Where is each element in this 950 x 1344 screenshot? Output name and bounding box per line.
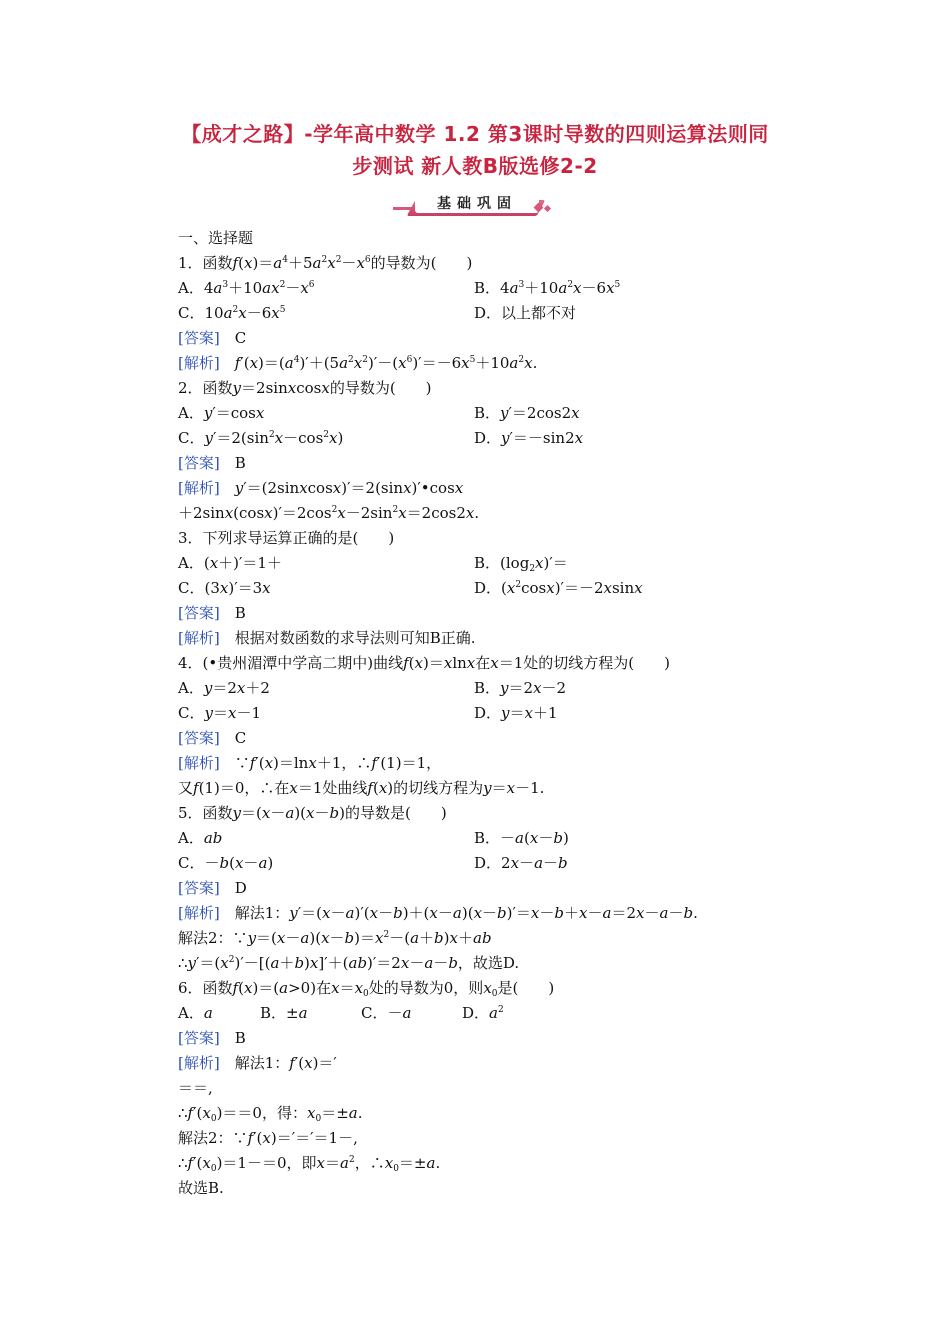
q3-answer: [答案] B bbox=[178, 604, 246, 622]
q6-stem: 6．函数f(x)＝(a>0)在$x=x_0$处的导数为0，则$x_0$是( ) bbox=[178, 979, 555, 999]
title-line-1: 【成才之路】-学年高中数学 1.2 第3课时导数的四则运算法则同 bbox=[181, 122, 769, 146]
q3-options-cd bbox=[178, 576, 643, 601]
q1-option-d: D．以上都不对 bbox=[474, 304, 577, 322]
q4-stem: 4．(•贵州湄潭中学高二期中)曲线f(x)＝xlnx在x＝1处的切线方程为( ) bbox=[178, 654, 671, 672]
q1-options-cd bbox=[178, 301, 577, 326]
q2-answer: [答案] B bbox=[178, 454, 246, 472]
q2-options-ab bbox=[178, 401, 580, 426]
q6-analysis-line3: $\therefore f'(x_0)==0$，得：$x_0=\pm a$. bbox=[178, 1104, 363, 1124]
q1-option-a: A．$4a^3+10ax^2-x^6$ bbox=[178, 279, 315, 297]
q1-options-ab bbox=[178, 276, 621, 301]
q6-answer: [答案] B bbox=[178, 1029, 246, 1047]
q4-answer: [答案] C bbox=[178, 729, 247, 747]
q1-option-b: B．$4a^3+10a^2x-6x^5$ bbox=[474, 279, 621, 297]
q5-option-a: A．ab bbox=[178, 829, 223, 847]
q1-answer: [答案] C bbox=[178, 329, 247, 347]
q4-analysis: [解析] ∵f′(x)＝lnx＋1，∴f′(1)＝1， bbox=[178, 754, 442, 772]
section-heading: 一、选择题 bbox=[178, 229, 254, 247]
q2-option-b: B．y′＝2cos2x bbox=[474, 404, 580, 422]
q5-analysis-conclusion: $\therefore y'=(x^2)'-[(a+b)x]'+(ab)'=2x-a-b$，故选D. bbox=[178, 954, 520, 972]
q6-option-a: A．a bbox=[178, 1004, 213, 1022]
q5-options-cd bbox=[178, 851, 568, 876]
q6-analysis-method2: 解法2：∵f′(x)＝′＝′＝1－, bbox=[178, 1129, 358, 1147]
q5-analysis: [解析] 解法1：y′＝(x－a)′(x－b)＋(x－a)(x－b)′＝x－b＋x－a＝2x－a－b. bbox=[178, 904, 698, 922]
title-line-2: 步测试 新人教B版选修2-2 bbox=[352, 154, 598, 178]
q6-analysis: [解析] 解法1：f′(x)＝′ bbox=[178, 1054, 337, 1072]
q3-option-c: C．(3x)′＝3x bbox=[178, 579, 271, 597]
q1-analysis: [解析] $f'(x)=(a^4)'+(5a^2x^2)'-(x^6)'=-6x^5+10a^2x$. bbox=[178, 354, 538, 372]
q2-option-d: D．y′＝－sin2x bbox=[474, 429, 584, 447]
q4-options-ab bbox=[178, 676, 567, 701]
q3-stem: 3．下列求导运算正确的是( ) bbox=[178, 529, 395, 547]
banner-label: 基础巩固 bbox=[415, 195, 539, 213]
q2-option-a: A．y′＝cosx bbox=[178, 404, 265, 422]
q6-options bbox=[178, 1001, 504, 1026]
q5-option-c: C．－b(x－a) bbox=[178, 854, 274, 872]
q2-option-c: C．$y'=2(\sin^2x-\cos^2x)$ bbox=[178, 429, 344, 447]
q2-analysis: [解析] y′＝(2sinxcosx)′＝2(sinx)′•cosx bbox=[178, 479, 464, 497]
q6-option-c: C．－a bbox=[361, 1004, 412, 1022]
q1-stem: 1．函数$f(x)=a^4+5a^2x^2-x^6$的导数为( ) bbox=[178, 254, 473, 272]
q3-option-b: B．$(\log_2x)'=$ bbox=[474, 554, 568, 574]
q5-options-ab bbox=[178, 826, 569, 851]
q5-answer: [答案] D bbox=[178, 879, 247, 897]
q6-option-d: D．$a^2$ bbox=[462, 1004, 504, 1022]
q3-options-ab bbox=[178, 551, 568, 576]
q3-analysis: [解析] 根据对数函数的求导法则可知B正确. bbox=[178, 629, 476, 647]
q1-option-c: C．$10a^2x-6x^5$ bbox=[178, 304, 286, 322]
q4-analysis-cont: 又f(1)＝0，∴在x＝1处曲线f(x)的切线方程为y＝x－1. bbox=[178, 779, 545, 797]
q5-analysis-method2: 解法2：$\because y=(x-a)(x-b)=x^2-(a+b)x+ab$ bbox=[178, 929, 492, 947]
q4-options-cd bbox=[178, 701, 558, 726]
q6-option-b: B．±a bbox=[260, 1004, 308, 1022]
q4-option-c: C．y＝x－1 bbox=[178, 704, 261, 722]
q2-analysis-cont: $+2\sin x(\cos x)'=2\cos^2x-2\sin^2x=2\cos 2x$. bbox=[178, 504, 480, 522]
q6-analysis-line5: $\therefore f'(x_0)=1-=0$，即$x=a^2$，$\therefore x_0=\pm a$. bbox=[178, 1154, 441, 1174]
q5-option-b: B．－a(x－b) bbox=[474, 829, 569, 847]
section-banner bbox=[393, 194, 559, 218]
q6-analysis-line2: ＝＝, bbox=[178, 1079, 213, 1097]
q2-stem: 2．函数y＝2sinxcosx的导数为( ) bbox=[178, 379, 432, 397]
q4-option-a: A．y＝2x＋2 bbox=[178, 679, 270, 697]
banner-diamond-small-icon bbox=[544, 205, 551, 212]
q6-final: 故选B. bbox=[178, 1179, 224, 1197]
q4-option-d: D．y＝x＋1 bbox=[474, 704, 558, 722]
q2-options-cd bbox=[178, 426, 584, 451]
q3-option-a: A．(x＋)′＝1＋ bbox=[178, 554, 282, 572]
q3-option-d: D．$(x^2\cos x)'=-2xsinx$ bbox=[474, 579, 643, 597]
document-title bbox=[140, 118, 810, 182]
q4-option-b: B．y＝2x－2 bbox=[474, 679, 567, 697]
q5-stem: 5．函数y＝(x－a)(x－b)的导数是( ) bbox=[178, 804, 447, 822]
q5-option-d: D．2x－a－b bbox=[474, 854, 568, 872]
